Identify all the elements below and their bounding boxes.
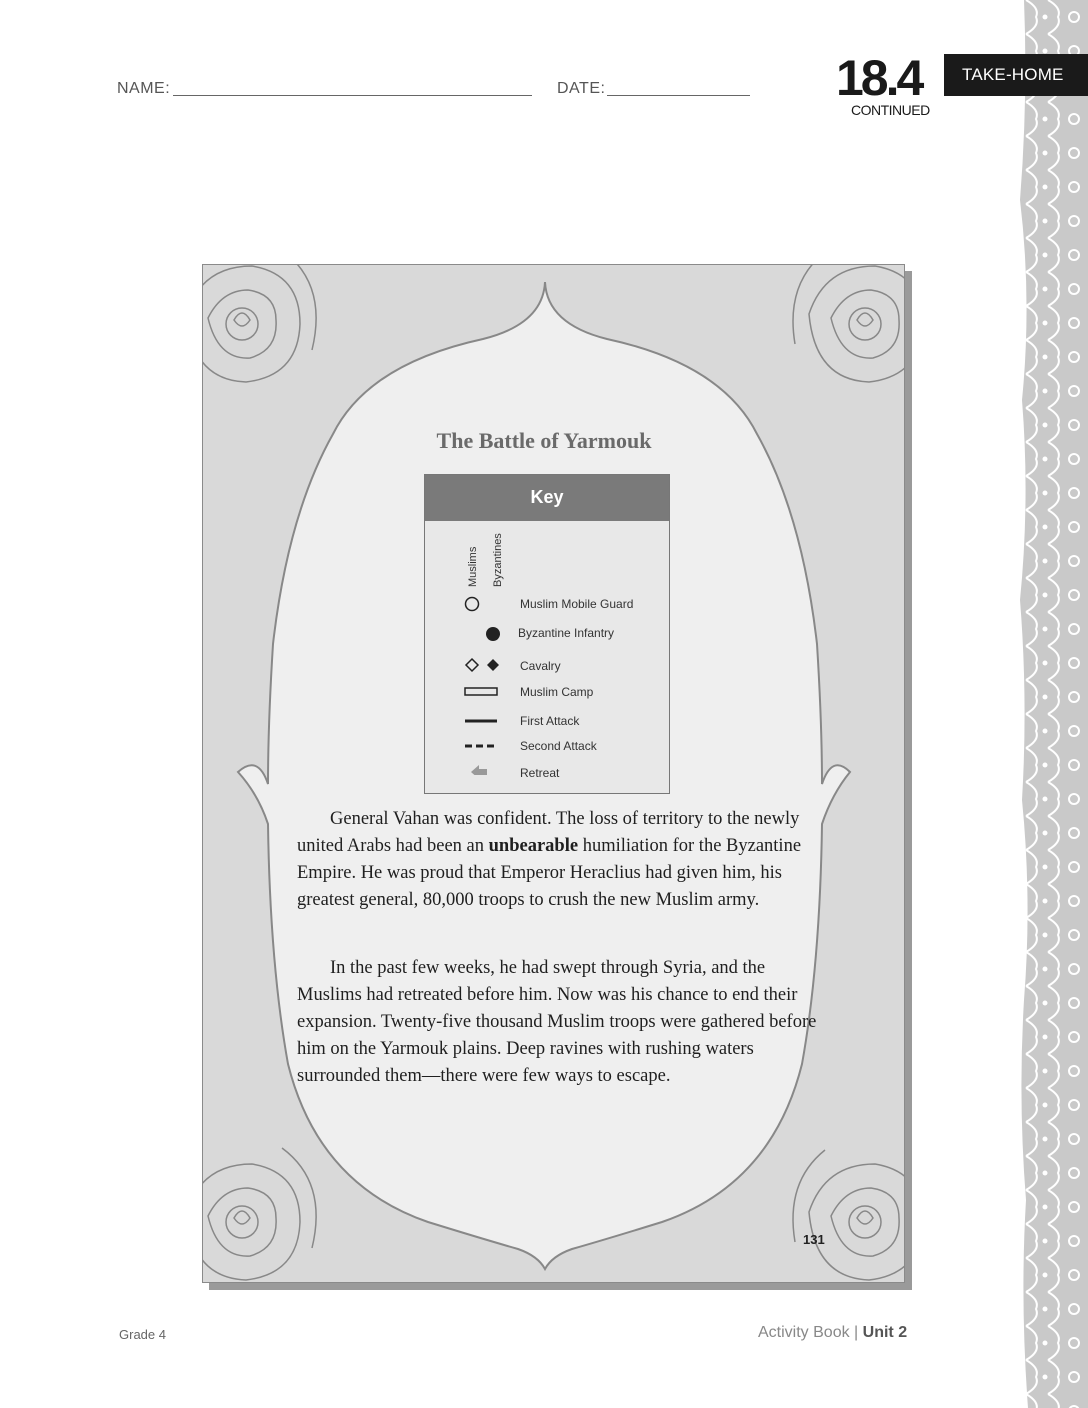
key-column-byzantines: Byzantines — [492, 533, 504, 587]
open-diamond-icon — [466, 659, 478, 671]
lesson-number: 18.4 — [836, 50, 922, 106]
decorative-border — [1018, 0, 1088, 1408]
name-field-line[interactable] — [173, 95, 532, 96]
map-key — [424, 474, 670, 794]
key-label-second-attack: Second Attack — [520, 739, 597, 753]
name-label: NAME: — [117, 80, 171, 97]
rectangle-icon — [465, 688, 497, 695]
footer-grade: Grade 4 — [119, 1327, 166, 1342]
filled-diamond-icon — [487, 659, 499, 671]
lesson-continued: CONTINUED — [851, 102, 930, 118]
key-title: Key — [425, 475, 669, 521]
footer-book-unit: Activity Book | Unit 2 — [758, 1324, 908, 1341]
key-label-camp: Muslim Camp — [520, 685, 594, 699]
take-home-badge: TAKE-HOME — [944, 54, 1088, 96]
page-number: 131 — [803, 1232, 825, 1247]
key-label-retreat: Retreat — [520, 766, 560, 780]
date-field-line[interactable] — [607, 95, 750, 96]
arrow-left-icon — [471, 765, 487, 775]
open-circle-icon — [466, 598, 479, 611]
story-title: The Battle of Yarmouk — [436, 428, 652, 453]
vocab-word: unbearable — [488, 836, 579, 856]
key-column-muslims: Muslims — [467, 546, 479, 587]
story-paragraph-2: In the past few weeks, he had swept through Syria, and the Muslims had retreated before him. Now was his chance to end their expansion. Twenty-five thousand Muslim troops were gathered before him on the Yarmouk plains. Deep ravines with rushing waters surrounded them—there were few ways to escape. — [297, 958, 817, 1086]
key-label-cavalry: Cavalry — [520, 659, 561, 673]
story-paragraph-1: General Vahan was confident. The loss of territory to the newly united Arabs had been an unbearable humiliation for the Byzantine Empire. He was proud that Emperor Heraclius had given him, his greatest general, 80,000 troops to crush the new Muslim army. — [297, 809, 802, 910]
key-label-infantry: Byzantine Infantry — [518, 626, 615, 640]
date-label: DATE: — [557, 80, 606, 97]
key-label-mobile-guard: Muslim Mobile Guard — [520, 597, 634, 611]
filled-circle-icon — [486, 627, 500, 641]
key-icons — [463, 595, 503, 775]
key-label-first-attack: First Attack — [520, 714, 580, 728]
